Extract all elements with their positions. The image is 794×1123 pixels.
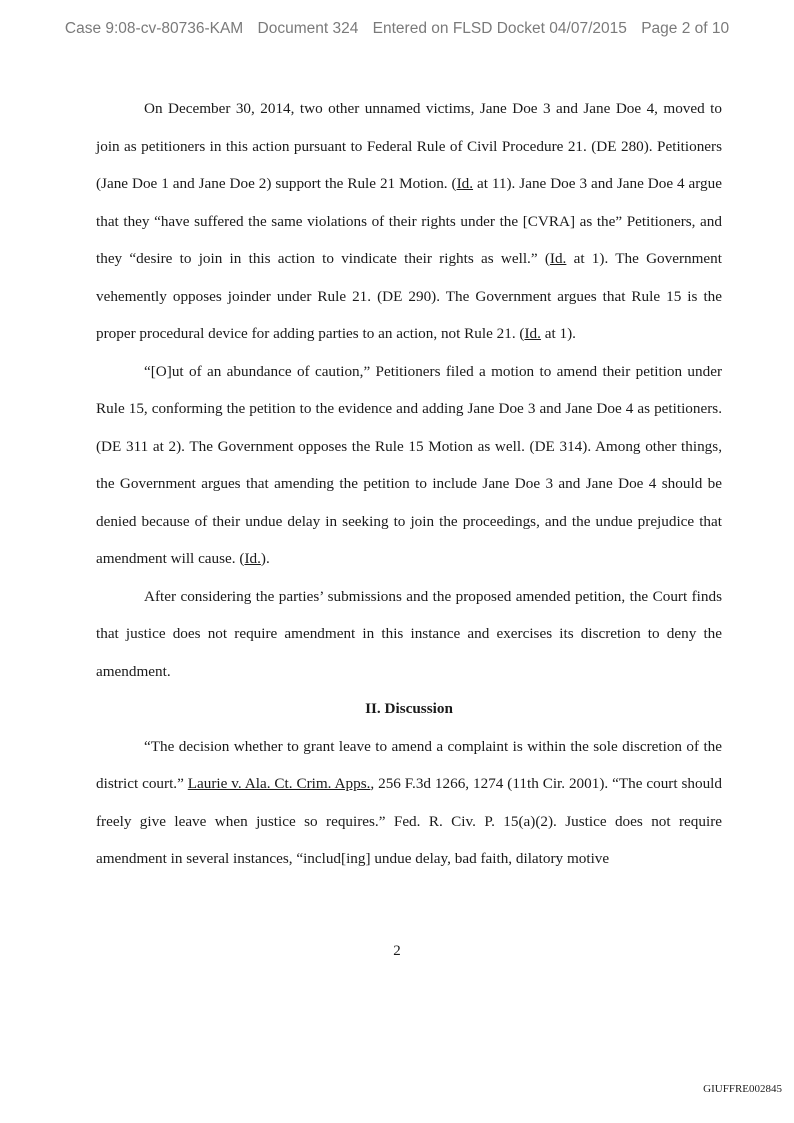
paragraph-discussion	[96, 728, 722, 878]
paragraph-court-finding: After considering the parties’ submissions and the proposed amended petition, the Court finds that justice does not require amendment in this instance and exercises its discretion to deny the amendment.	[96, 587, 722, 680]
text-run: , 256 F.3d 1266, 1274 (11th Cir. 2001). “The court should freely give leave when justice so requires.” Fed. R. Civ. P. 15(a)(2). Justice does not require amendment in several instances, “includ[ing] undue delay, bad faith, dilatory motive	[96, 775, 722, 867]
text-run: “[O]ut of an abundance of caution,” Petitioners filed a motion to amend their petition under Rule 15, conforming the petition to the evidence and adding Jane Doe 3 and Jane Doe 4 as petitioners. (DE 311 at 2). The Government opposes the Rule 15 Motion as well. (DE 314). Among other things, the Government argues that amending the petition to include Jane Doe 3 and Jane Doe 4 should be denied because of their undue delay in seeking to join the proceedings, and the undue prejudice that amendment will cause. (	[96, 362, 722, 567]
text-run: “The decision whether to grant leave to amend a complaint is within the sole discretion of the district court.”	[96, 737, 722, 792]
page-indicator: Page 2 of 10	[641, 20, 730, 37]
page-number: 2	[393, 943, 401, 959]
id-citation: Id.	[549, 250, 567, 267]
section-heading: II. Discussion	[365, 700, 453, 717]
id-citation: Id.	[244, 550, 261, 567]
document-body	[96, 90, 722, 878]
id-citation: Id.	[524, 325, 541, 342]
bates-number: GIUFFRE002845	[703, 1083, 782, 1095]
text-run: On December 30, 2014, two other unnamed victims, Jane Doe 3 and Jane Doe 4, moved to join as petitioners in this action pursuant to Federal Rule of Civil Procedure 21. (DE 280). Petitioners (Jane Doe 1 and Jane Doe 2) support the Rule 21 Motion. (	[96, 100, 722, 192]
case-number: Case 9:08-cv-80736-KAM	[64, 20, 244, 37]
docket-header	[0, 20, 794, 38]
text-run: at 11). Jane Doe 3 and Jane Doe 4 argue that they “have suffered the same violations of their rights under the [CVRA] as the” Petitioners, and they “desire to join in this action to vindicate their rights as well.” (	[96, 175, 722, 267]
id-citation: Id.	[456, 175, 474, 192]
document-number: Document 324	[257, 20, 359, 37]
text-run: at 1).	[540, 325, 576, 342]
docket-entry-date: Entered on FLSD Docket 04/07/2015	[372, 20, 627, 37]
text-run: at 1). The Government vehemently opposes joinder under Rule 21. (DE 290). The Government argues that Rule 15 is the proper procedural device for adding parties to an action, not Rule 21. (	[96, 250, 722, 342]
text-run: ).	[260, 550, 270, 567]
case-citation: Laurie v. Ala. Ct. Crim. Apps.	[187, 775, 371, 792]
paragraph-rule15-motion	[96, 353, 722, 578]
paragraph-joinder-motion	[96, 90, 722, 353]
